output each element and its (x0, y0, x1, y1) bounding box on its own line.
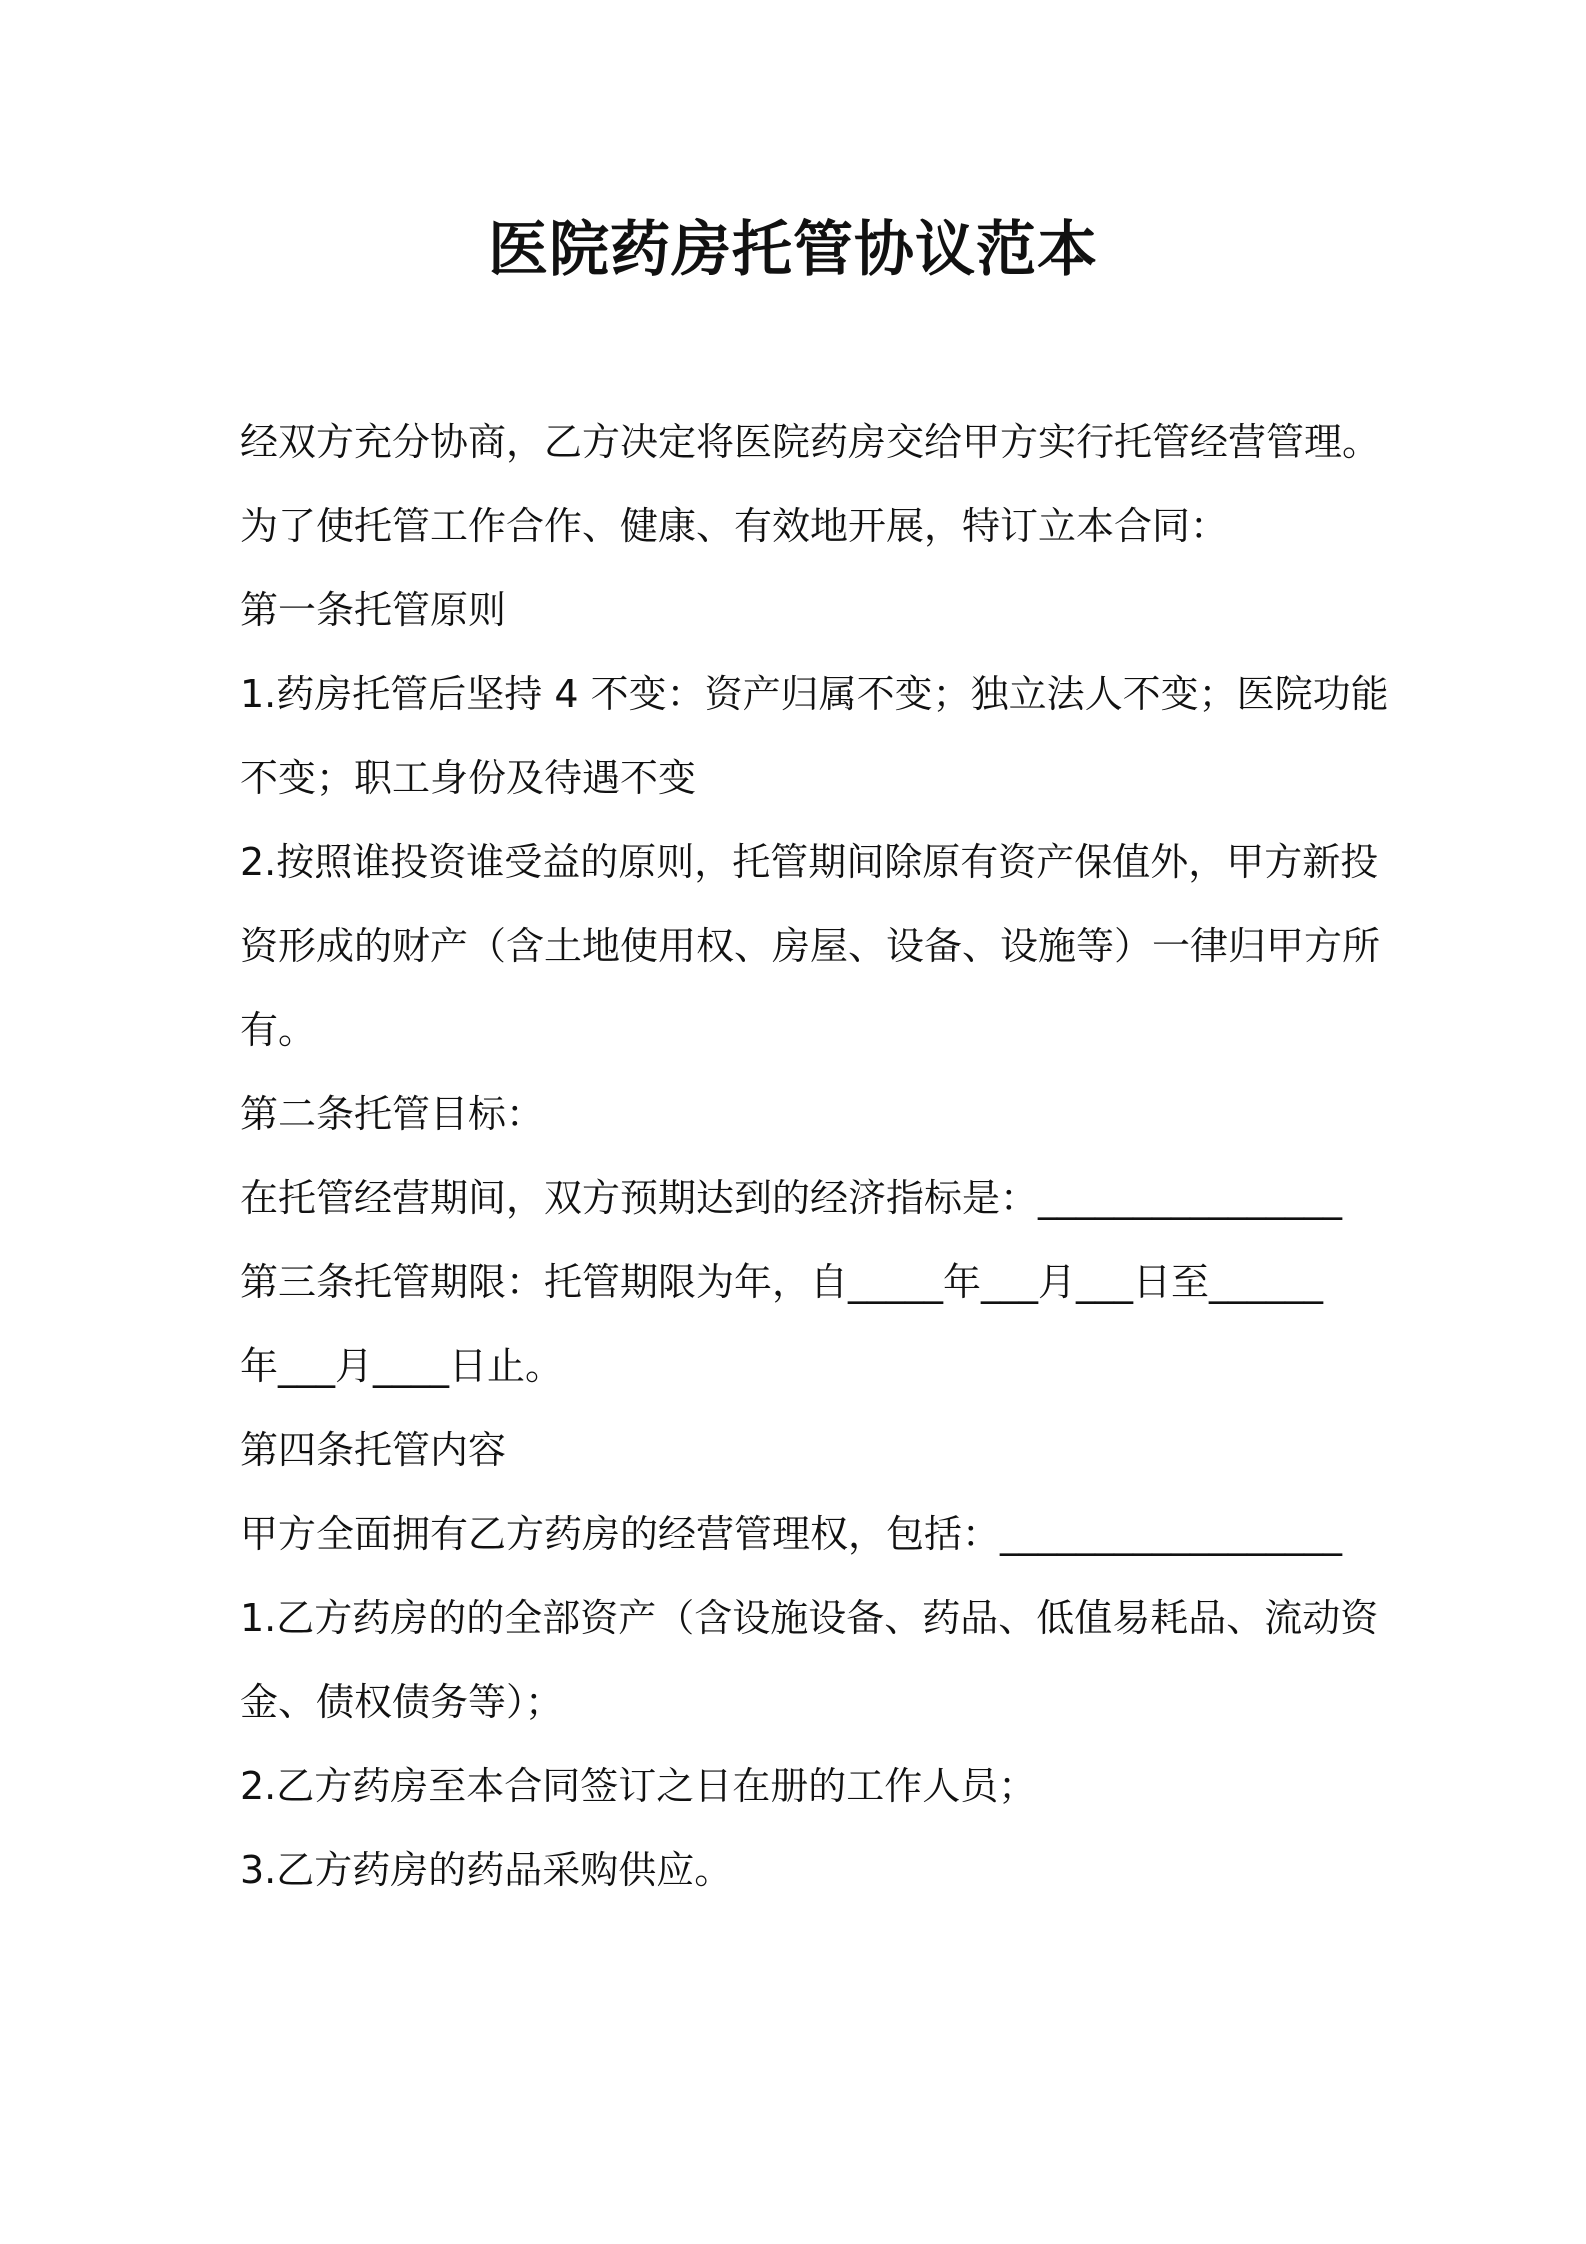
paragraph-line: 在托管经营期间，双方预期达到的经济指标是：________________ (240, 1176, 1343, 1220)
section-heading-2: 第二条托管目标： (240, 1092, 545, 1136)
paragraph-line: 1.药房托管后坚持 4 不变：资产归属不变；独立法人不变；医院功能 (240, 672, 1389, 716)
paragraph-line: 2.乙方药房至本合同签订之日在册的工作人员； (240, 1764, 1037, 1808)
paragraph-line: 1.乙方药房的的全部资产（含设施设备、药品、低值易耗品、流动资 (240, 1596, 1379, 1640)
paragraph-line: 2.按照谁投资谁受益的原则，托管期间除原有资产保值外，甲方新投 (240, 840, 1379, 884)
paragraph-line: 经双方充分协商，乙方决定将医院药房交给甲方实行托管经营管理。 (240, 420, 1381, 464)
section-heading-4: 第四条托管内容 (240, 1428, 507, 1472)
paragraph-line: 年___月____日止。 (240, 1344, 564, 1388)
section-heading-1: 第一条托管原则 (240, 588, 507, 632)
document-title: 医院药房托管协议范本 (488, 215, 1098, 285)
paragraph-line: 金、债权债务等）； (240, 1680, 564, 1724)
paragraph-line: 不变；职工身份及待遇不变 (240, 756, 697, 800)
paragraph-line: 3.乙方药房的药品采购供应。 (240, 1848, 733, 1892)
paragraph-line: 为了使托管工作合作、健康、有效地开展，特订立本合同： (240, 504, 1229, 548)
paragraph-line: 有。 (240, 1008, 317, 1052)
section-heading-3: 第三条托管期限：托管期限为年，自_____年___月___日至______ (240, 1260, 1324, 1304)
paragraph-line: 甲方全面拥有乙方药房的经营管理权，包括：__________________ (240, 1512, 1343, 1556)
document-body (240, 400, 1389, 1912)
paragraph-line: 资形成的财产（含土地使用权、房屋、设备、设施等）一律归甲方所 (240, 924, 1381, 968)
